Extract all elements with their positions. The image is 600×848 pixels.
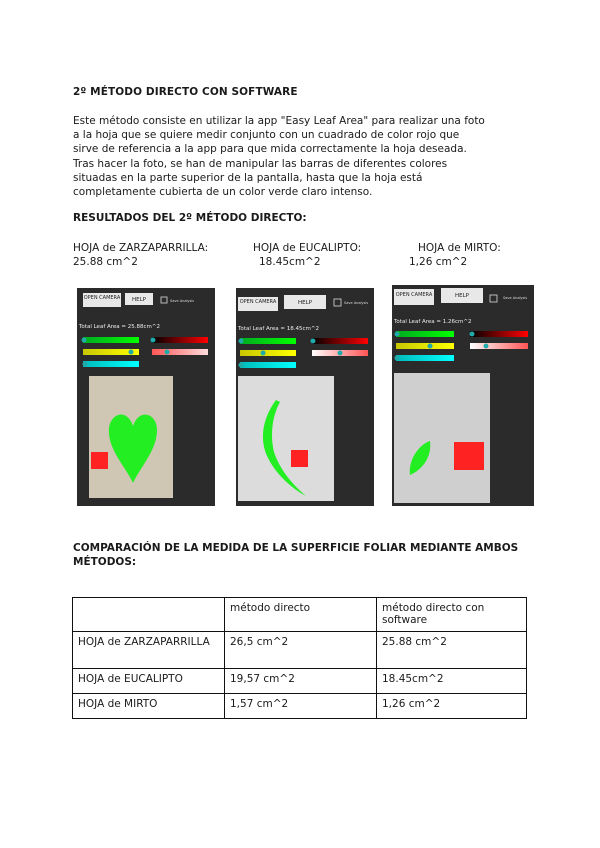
yellow-slider	[240, 350, 296, 356]
app-screenshot-image	[77, 288, 215, 506]
green-slider	[83, 337, 139, 343]
table-cell: HOJA de MIRTO	[73, 694, 225, 719]
open-camera-label: OPEN CAMERA	[239, 299, 277, 305]
app-screenshot-image	[392, 285, 534, 506]
app-screenshot-mirto	[392, 285, 534, 506]
cyan-slider	[240, 362, 296, 368]
reference-square	[291, 450, 308, 467]
table-row	[73, 669, 527, 694]
table-cell: HOJA de ZARZAPARRILLA	[73, 632, 225, 669]
help-label: HELP	[298, 300, 312, 306]
paragraph-line: Este método consiste en utilizar la app "Easy Leaf Area" para realizar una foto	[73, 115, 485, 127]
paragraph-line: sirve de referencia a la app para que mida correctamente la hoja deseada.	[73, 143, 467, 156]
paragraph-line: Tras hacer la foto, se han de manipular las barras de diferentes colores	[73, 157, 448, 170]
paragraph-line: completamente cubierta de un color verde claro intenso.	[73, 186, 373, 199]
paragraph-line: a la hoja que se quiere medir conjunto con un cuadrado de color rojo que	[73, 129, 460, 142]
leaf-name: HOJA de ZARZAPARRILLA:	[73, 242, 209, 254]
leaf-name: HOJA de EUCALIPTO:	[253, 242, 362, 254]
table-cell: 18.45cm^2	[377, 669, 527, 694]
leaf-caption-mirto	[409, 241, 501, 269]
pink-slider	[152, 349, 208, 355]
checkbox-label: Save Analysis	[170, 299, 195, 303]
reference-square	[91, 452, 108, 469]
leaf-name: HOJA de MIRTO:	[418, 242, 501, 254]
section-title: 2º MÉTODO DIRECTO CON SOFTWARE	[73, 86, 298, 98]
table-header-cell: método directo con software	[377, 598, 527, 632]
table-cell: 1,26 cm^2	[377, 694, 527, 719]
red-slider	[312, 338, 368, 344]
table-cell: 19,57 cm^2	[225, 669, 377, 694]
results-title: RESULTADOS DEL 2º MÉTODO DIRECTO:	[73, 212, 307, 224]
photo-area	[394, 373, 490, 503]
cyan-slider	[396, 355, 454, 361]
table-row	[73, 632, 527, 669]
green-slider	[396, 331, 454, 337]
red-slider	[152, 337, 208, 343]
app-screenshot-zarzaparrilla	[77, 288, 215, 506]
app-screenshot-image	[236, 288, 374, 506]
app-screenshot-eucalipto	[236, 288, 374, 506]
comparison-title: COMPARACIÓN DE LA MEDIDA DE LA SUPERFICIE FOLIAR MEDIANTE AMBOS MÉTODOS:	[73, 542, 519, 568]
total-leaf-area: Total Leaf Area = 1.26cm^2	[394, 319, 472, 325]
checkbox-label: Save Analysis	[503, 296, 528, 300]
total-leaf-area: Total Leaf Area = 25.88cm^2	[79, 324, 160, 330]
green-slider	[240, 338, 296, 344]
open-camera-label: OPEN CAMERA	[83, 295, 121, 301]
table-cell: 26,5 cm^2	[225, 632, 377, 669]
cyan-slider	[83, 361, 139, 367]
paragraph-line: situadas en la parte superior de la pantalla, hasta que la hoja está	[73, 171, 423, 184]
table-cell: 25.88 cm^2	[377, 632, 527, 669]
pink-slider	[470, 343, 528, 349]
leaf-value: 18.45cm^2	[259, 256, 321, 268]
yellow-slider	[396, 343, 454, 349]
table-header-cell	[73, 598, 225, 632]
red-slider	[470, 331, 528, 337]
leaf-value: 1,26 cm^2	[409, 256, 468, 268]
table-row	[73, 694, 527, 719]
checkbox-label: Save Analysis	[344, 301, 369, 305]
method-description	[73, 114, 533, 199]
leaf-caption-zarzaparrilla	[73, 241, 208, 269]
table-cell: 1,57 cm^2	[225, 694, 377, 719]
table-header-row	[73, 598, 527, 632]
total-leaf-area: Total Leaf Area = 18.45cm^2	[238, 326, 319, 332]
open-camera-label: OPEN CAMERA	[395, 292, 433, 298]
reference-square	[454, 442, 484, 470]
help-label: HELP	[455, 293, 469, 299]
table-header-cell: método directo	[225, 598, 377, 632]
table-cell: HOJA de EUCALIPTO	[73, 669, 225, 694]
leaf-caption-eucalipto	[253, 241, 361, 269]
comparison-table	[72, 597, 527, 719]
leaf-value: 25.88 cm^2	[73, 256, 138, 268]
photo-area	[238, 376, 334, 501]
help-label: HELP	[132, 297, 146, 303]
